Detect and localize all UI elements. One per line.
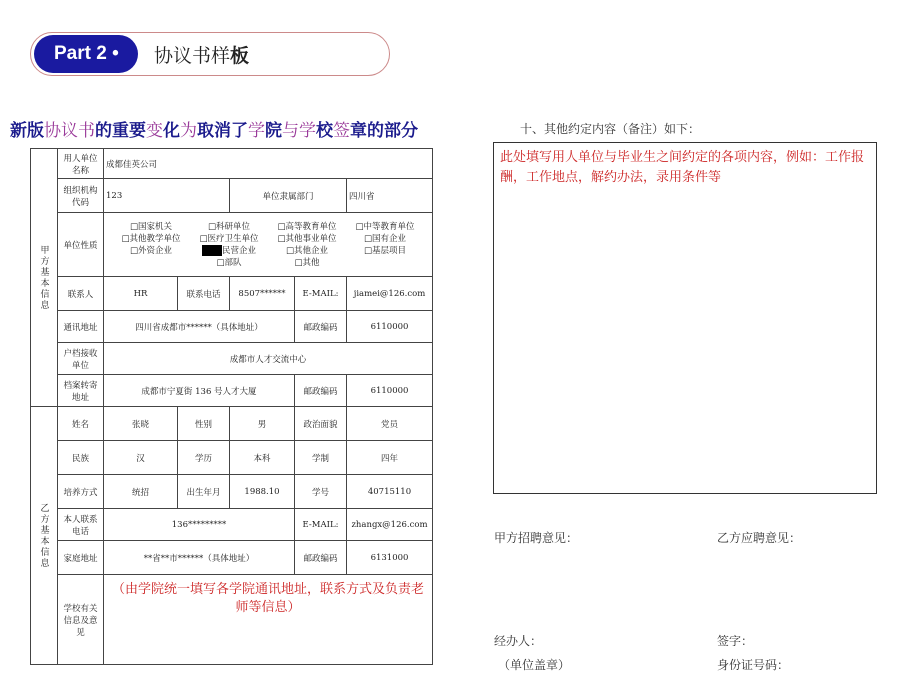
archive-zip-label: 邮政编码 [295, 375, 347, 407]
opinion-a: 甲方招聘意见： [494, 531, 579, 545]
name-label: 姓名 [58, 407, 104, 441]
side-label-a: 甲方基本信息 [31, 149, 58, 407]
archive-unit-label: 户档接收单位 [58, 343, 104, 375]
remarks-box [493, 142, 877, 494]
training-label: 培养方式 [58, 475, 104, 509]
home-value: **省**市******（具体地址） [104, 541, 295, 575]
archive-zip-value: 6110000 [347, 375, 433, 407]
headline: 新版协议书的重要变化为取消了学院与学校签章的部分 [10, 121, 418, 141]
dept-label: 单位隶属部门 [230, 179, 347, 213]
id-label: 身份证号码： [717, 658, 790, 672]
email-label: E-MAIL: [295, 277, 347, 311]
schooling-label: 学制 [295, 441, 347, 475]
birth-label: 出生年月 [178, 475, 230, 509]
school-label: 学校有关信息及意见 [58, 575, 104, 665]
nature-label: 单位性质 [58, 213, 104, 277]
political-value: 党员 [347, 407, 433, 441]
zip-value: 6110000 [347, 311, 433, 343]
email-value: jiamei@126.com [347, 277, 433, 311]
org-code-label: 组织机构代码 [58, 179, 104, 213]
gender-value: 男 [230, 407, 295, 441]
employer-name: 成都佳英公司 [104, 149, 433, 179]
training-value: 统招 [104, 475, 178, 509]
remarks-title: 十、其他约定内容（备注）如下： [520, 122, 701, 136]
employer-name-label: 用人单位名称 [58, 149, 104, 179]
agreement-form [30, 148, 433, 665]
email2-value: zhangx@126.com [347, 509, 433, 541]
remarks-note: 此处填写用人单位与毕业生之间约定的各项内容，例如：工作报酬，工作地点，解约办法，录用条件等 [500, 150, 865, 185]
dept-value: 四川省 [347, 179, 433, 213]
part-badge: Part 2 • [34, 35, 138, 73]
home-zip-label: 邮政编码 [295, 541, 347, 575]
schooling-value: 四年 [347, 441, 433, 475]
ethnic-label: 民族 [58, 441, 104, 475]
gender-label: 性别 [178, 407, 230, 441]
org-code: 123 [104, 179, 230, 213]
phone-value: 8507****** [230, 277, 295, 311]
seal-label: （单位盖章） [498, 658, 571, 672]
student-no-label: 学号 [295, 475, 347, 509]
home-label: 家庭地址 [58, 541, 104, 575]
education-value: 本科 [230, 441, 295, 475]
archive-addr-value: 成都市宁夏街 136 号人才大厦 [104, 375, 295, 407]
ethnic-value: 汉 [104, 441, 178, 475]
checked-box [202, 245, 222, 256]
side-label-b: 乙方基本信息 [31, 407, 58, 665]
birth-value: 1988.10 [230, 475, 295, 509]
nature-options: □国家机关 □科研单位 □高等教育单位 □中等教育单位 □其他教学单位 □医疗卫生单位 □其他事业单位 □国有企业 □外资企业 民营企业 □其他企业 □基层项目 □部队 □其他 [104, 213, 433, 277]
opinion-b: 乙方应聘意见： [717, 531, 802, 545]
school-note: （由学院统一填写各学院通讯地址，联系方式及负责老师等信息） [104, 575, 433, 665]
address-value: 四川省成都市******（具体地址） [104, 311, 295, 343]
section-title: 协议书样板 [154, 45, 250, 67]
student-no-value: 40715110 [347, 475, 433, 509]
mobile-label: 本人联系电话 [58, 509, 104, 541]
mobile-value: 136********* [104, 509, 295, 541]
handler-label: 经办人： [494, 634, 543, 648]
sign-label: 签字： [717, 634, 754, 648]
phone-label: 联系电话 [178, 277, 230, 311]
name-value: 张晓 [104, 407, 178, 441]
archive-addr-label: 档案转寄地址 [58, 375, 104, 407]
archive-unit-value: 成都市人才交流中心 [104, 343, 433, 375]
contact-label: 联系人 [58, 277, 104, 311]
home-zip-value: 6131000 [347, 541, 433, 575]
education-label: 学历 [178, 441, 230, 475]
contact-value: HR [104, 277, 178, 311]
email2-label: E-MAIL: [295, 509, 347, 541]
political-label: 政治面貌 [295, 407, 347, 441]
address-label: 通讯地址 [58, 311, 104, 343]
zip-label: 邮政编码 [295, 311, 347, 343]
